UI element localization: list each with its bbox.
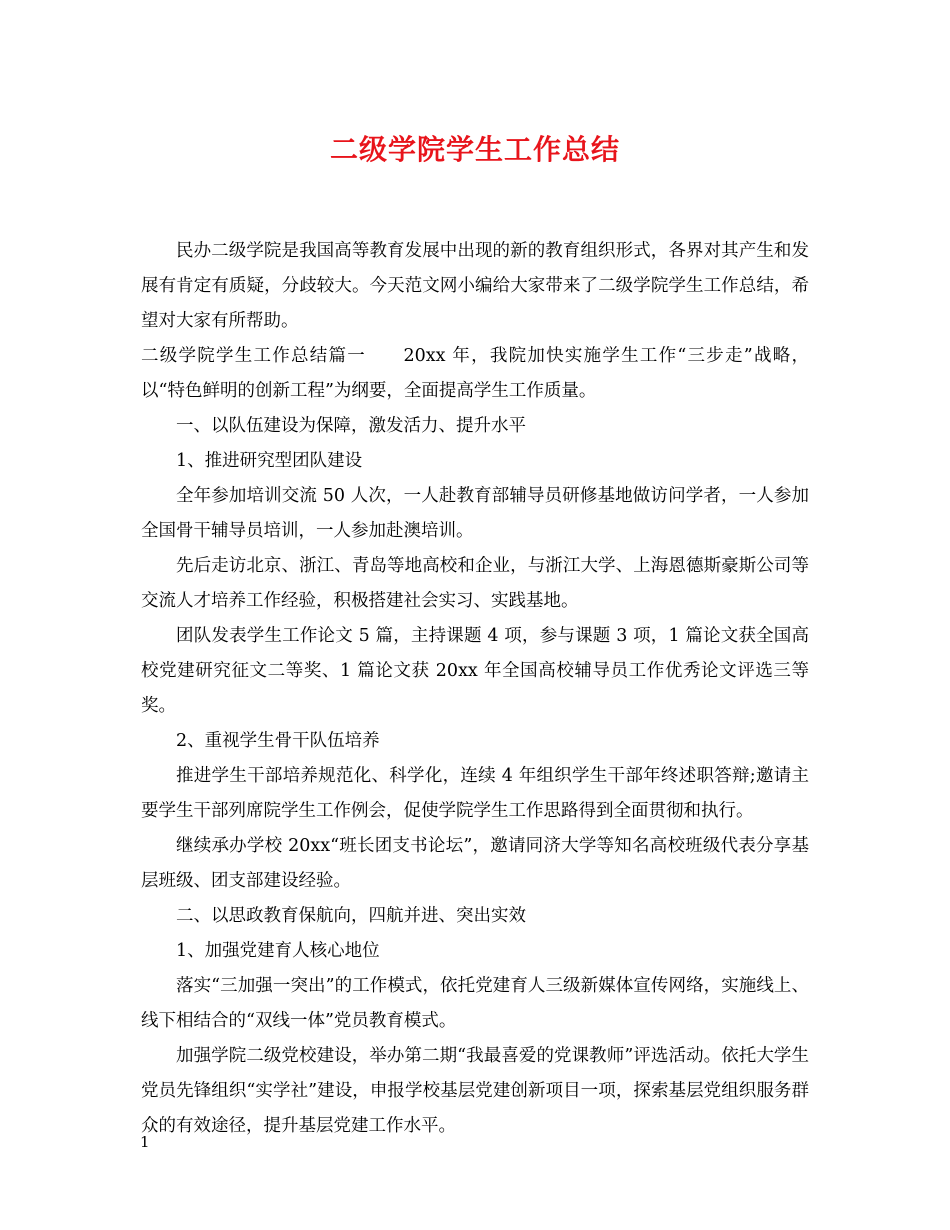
subheading-research-team: 1、推进研究型团队建设 xyxy=(176,451,363,471)
paragraph-party-school: 加强学院二级党校建设，举办第二期“我最喜爱的党课教师”评选活动。依托大学生党员先锋组织“实学社”建设，申报学校基层党建创新项目一项，探索基层党组织服务群众的有效途径，提升基层党建工作水平。 xyxy=(141,1046,809,1136)
paragraph-forum: 继续承办学校 20xx“班长团支书论坛”，邀请同济大学等知名高校班级代表分享基层班级、团支部建设经验。 xyxy=(141,836,809,891)
document-body xyxy=(141,234,809,1144)
section-lead-paragraph: 二级学院学生工作总结篇一 20xx 年，我院加快实施学生工作“三步走”战略，以“特色鲜明的创新工程”为纲要，全面提高学生工作质量。 xyxy=(141,346,809,401)
paragraph-work-model: 落实“三加强一突出”的工作模式，依托党建育人三级新媒体宣传网络，实施线上、线下相结合的“双线一体”党员教育模式。 xyxy=(141,976,809,1031)
subheading-party-building: 1、加强党建育人核心地位 xyxy=(176,941,380,961)
paragraph-training: 全年参加培训交流 50 人次，一人赴教育部辅导员研修基地做访问学者，一人参加全国骨干辅导员培训，一人参加赴澳培训。 xyxy=(141,486,809,541)
paragraph-cadre-training: 推进学生干部培养规范化、科学化，连续 4 年组织学生干部年终述职答辩;邀请主要学生干部列席院学生工作例会，促使学院学生工作思路得到全面贯彻和执行。 xyxy=(141,766,809,821)
subheading-student-cadres: 2、重视学生骨干队伍培养 xyxy=(176,731,380,751)
intro-paragraph: 民办二级学院是我国高等教育发展中出现的新的教育组织形式，各界对其产生和发展有肯定有质疑，分歧较大。今天范文网小编给大家带来了二级学院学生工作总结，希望对大家有所帮助。 xyxy=(141,241,809,331)
paragraph-visits: 先后走访北京、浙江、青岛等地高校和企业，与浙江大学、上海恩德斯豪斯公司等交流人才培养工作经验，积极搭建社会实习、实践基地。 xyxy=(141,556,809,611)
heading-ideological-education: 二、以思政教育保航向，四航并进、突出实效 xyxy=(176,906,526,926)
document-title: 二级学院学生工作总结 xyxy=(329,133,620,166)
heading-team-building: 一、以队伍建设为保障，激发活力、提升水平 xyxy=(176,416,526,436)
paragraph-publications: 团队发表学生工作论文 5 篇，主持课题 4 项，参与课题 3 项，1 篇论文获全国高校党建研究征文二等奖、1 篇论文获 20xx 年全国高校辅导员工作优秀论文评选三等奖。 xyxy=(141,626,809,716)
page-number: 1 xyxy=(140,1133,150,1151)
